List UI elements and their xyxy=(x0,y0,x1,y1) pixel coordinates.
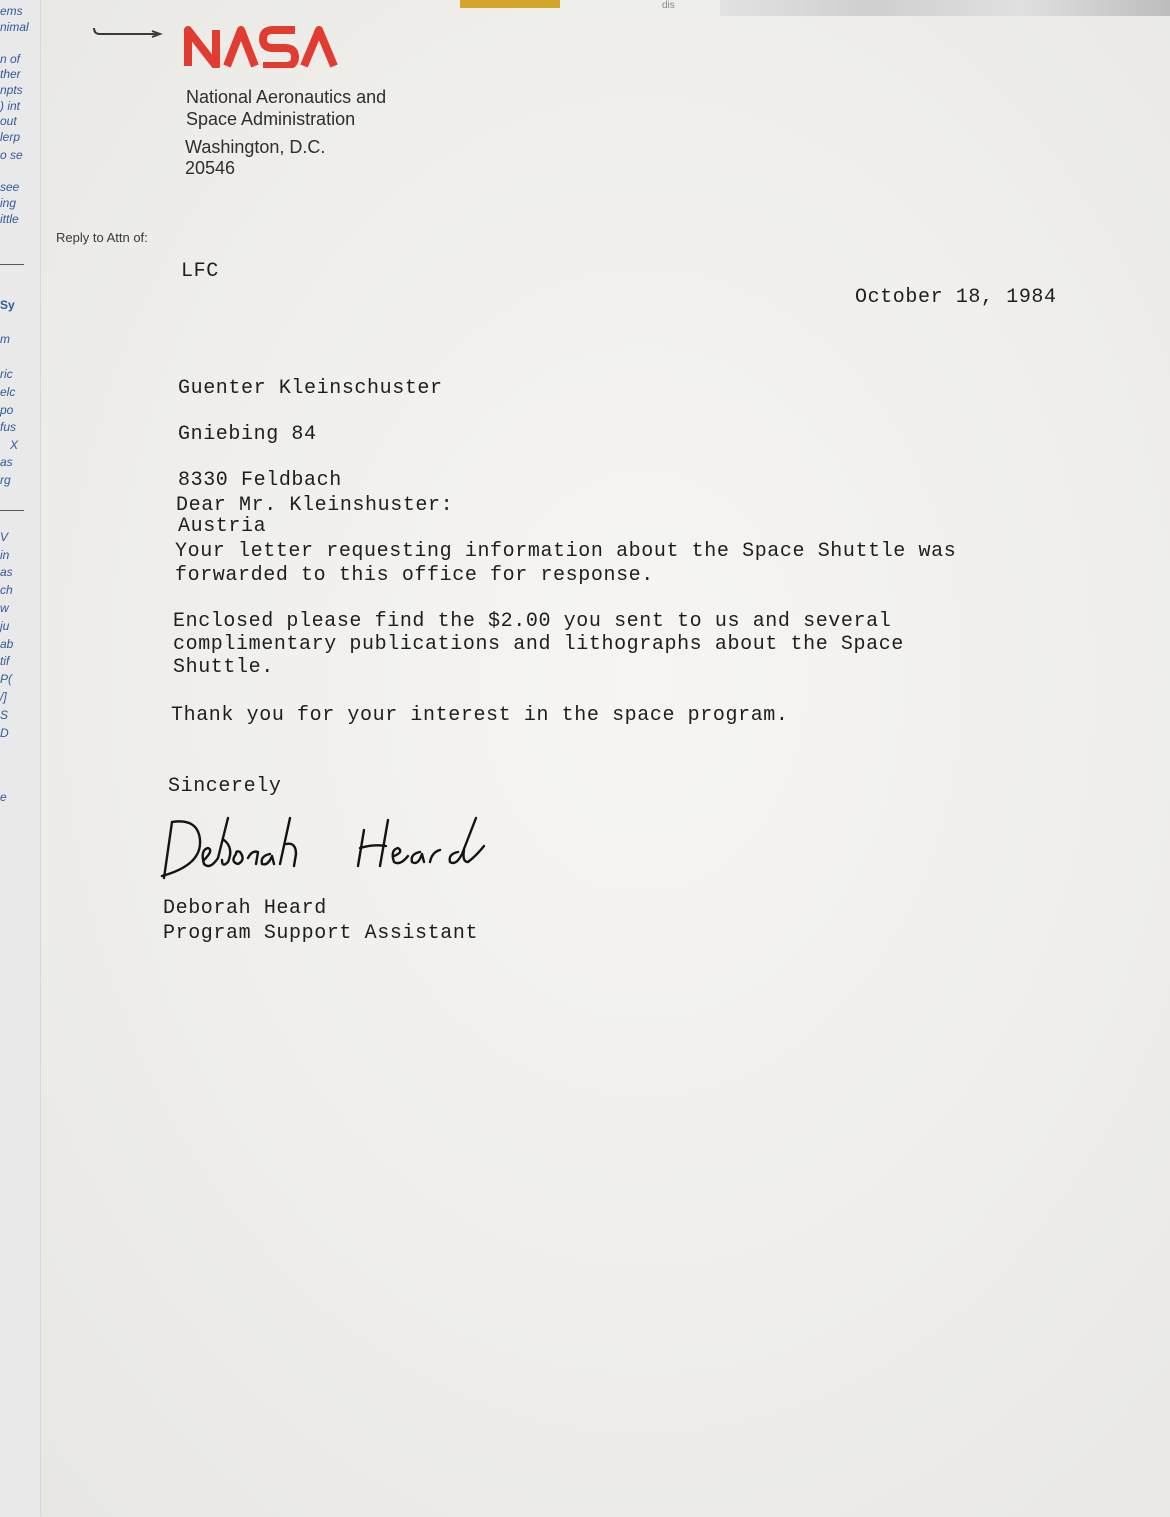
fragment-text: ab xyxy=(0,637,14,651)
fragment-text: ) int xyxy=(0,99,21,113)
reply-to-label: Reply to Attn of: xyxy=(56,230,148,245)
paragraph-line: Your letter requesting information about the Space Shuttle was xyxy=(175,540,957,563)
arrow-mark-icon xyxy=(92,26,164,40)
organization-address xyxy=(185,137,325,179)
fragment-text: lerp xyxy=(0,130,21,144)
fragment-text: ther xyxy=(0,67,21,81)
fragment-text: out xyxy=(0,114,17,128)
underlying-page xyxy=(0,0,41,1517)
fragment-text: n of xyxy=(0,52,21,66)
fragment-text: rg xyxy=(0,473,11,487)
organization-name xyxy=(186,86,386,130)
nasa-logo xyxy=(183,26,348,68)
fragment-text: dis xyxy=(662,0,675,11)
city-line: Washington, D.C. xyxy=(185,137,326,157)
recipient-address xyxy=(178,354,443,561)
fragment-text: po xyxy=(0,403,14,417)
fragment-text: elc xyxy=(0,385,16,399)
paragraph-line: Enclosed please find the $2.00 you sent to us and several xyxy=(173,610,892,633)
fragment-text: Sy xyxy=(0,298,15,312)
fragment-text: ing xyxy=(0,196,17,210)
paragraph-line: complimentary publications and lithographs about the Space xyxy=(173,633,904,656)
handwritten-signature xyxy=(158,810,488,890)
reference-code: LFC xyxy=(181,260,219,283)
address-line: Guenter Kleinschuster xyxy=(178,377,443,400)
org-line: National Aeronautics and xyxy=(186,87,387,107)
fragment-text: o se xyxy=(0,148,23,162)
fragment-text: w xyxy=(0,601,9,615)
fragment-text: ric xyxy=(0,367,13,381)
fragment-text: ems xyxy=(0,4,23,18)
fragment-text: S xyxy=(0,708,9,722)
fragment-text: ch xyxy=(0,583,13,597)
signer-name: Deborah Heard xyxy=(163,897,327,920)
address-line: 8330 Feldbach xyxy=(178,469,342,492)
fragment-text: e xyxy=(0,790,7,804)
closing: Sincerely xyxy=(168,775,282,798)
fragment-text: as xyxy=(0,455,13,469)
zip-line: 20546 xyxy=(185,158,236,178)
fragment-text: nimal xyxy=(0,20,29,34)
underlying-strip xyxy=(460,0,560,8)
fragment-text: m xyxy=(0,332,10,346)
org-line: Space Administration xyxy=(186,109,356,129)
fragment-rule xyxy=(0,264,24,265)
fragment-text: ju xyxy=(0,619,10,633)
address-line: Gniebing 84 xyxy=(178,423,317,446)
underlying-photo-edge xyxy=(720,0,1170,16)
paragraph-line: Shuttle. xyxy=(173,656,274,679)
fragment-text: as xyxy=(0,565,13,579)
salutation: Dear Mr. Kleinshuster: xyxy=(176,494,454,517)
fragment-text: tif xyxy=(0,654,10,668)
fragment-text: in xyxy=(0,548,10,562)
paragraph-3: Thank you for your interest in the space program. xyxy=(171,704,789,727)
fragment-text: see xyxy=(0,180,20,194)
fragment-text: D xyxy=(0,726,9,740)
fragment-text: fus xyxy=(0,420,17,434)
fragment-text: /] xyxy=(0,690,7,704)
address-line: Austria xyxy=(178,515,267,538)
letter-date: October 18, 1984 xyxy=(855,286,1057,309)
fragment-text: P( xyxy=(0,672,12,686)
fragment-rule xyxy=(0,510,24,511)
fragment-text: X xyxy=(10,438,19,452)
paragraph-line: forwarded to this office for response. xyxy=(175,564,654,587)
signature-block xyxy=(163,896,478,946)
signer-title: Program Support Assistant xyxy=(163,922,479,945)
fragment-text: ittle xyxy=(0,212,19,226)
fragment-text: V xyxy=(0,530,9,544)
paragraph-1 xyxy=(175,540,956,588)
fragment-text: npts xyxy=(0,83,23,97)
paragraph-2 xyxy=(173,610,904,679)
